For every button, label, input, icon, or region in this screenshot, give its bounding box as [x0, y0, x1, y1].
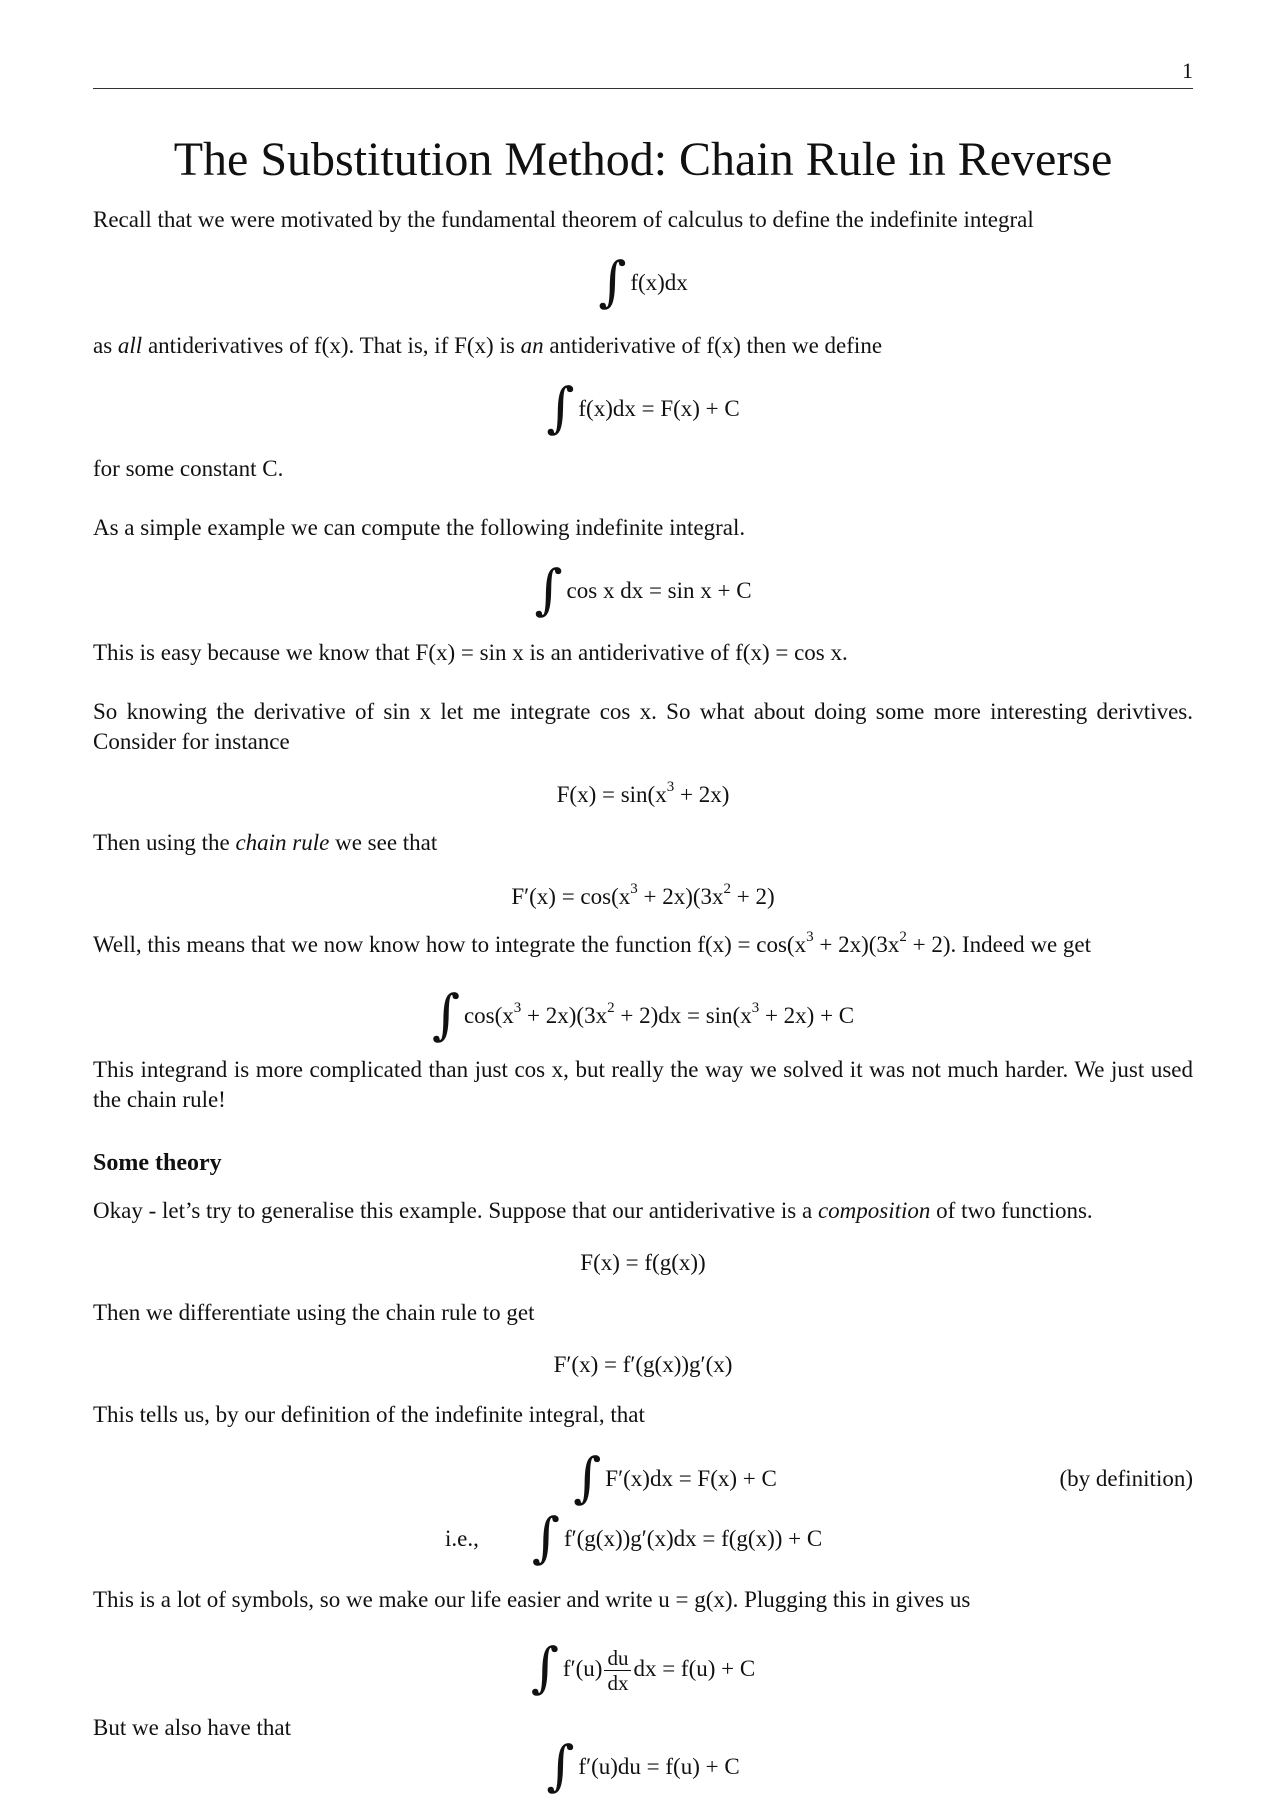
section-heading: Some theory	[93, 1150, 222, 1176]
equation-12: ∫ f′(u)du = f(u) + C	[546, 1734, 740, 1797]
equation-1: ∫ f(x)dx	[598, 250, 688, 313]
paragraph-12: This tells us, by our definition of the indefinite integral, that	[93, 1402, 645, 1427]
paragraph-1: Recall that we were motivated by the fundamental theorem of calculus to define the indefinite integral	[93, 207, 1034, 232]
paragraph-10: Okay - let’s try to generalise this example. Suppose that our antiderivative is a composition of two functions.	[93, 1198, 1093, 1223]
paragraph-7: Then using the chain rule we see that	[93, 830, 438, 855]
paragraph-4: As a simple example we can compute the following indefinite integral.	[93, 515, 746, 540]
page-number: 1	[1182, 58, 1193, 83]
document-page	[93, 0, 1193, 1811]
equation-2: ∫ f(x)dx = F(x) + C	[546, 376, 740, 439]
equation-11: ∫ f′(u) $\frac{du}{dx}$ dx = f(u) + C	[530, 1635, 756, 1699]
paragraph-14: But we also have that	[93, 1715, 292, 1740]
paragraph-11: Then we differentiate using the chain rule to get	[93, 1300, 535, 1325]
equation-10-label: i.e.,	[445, 1526, 479, 1551]
integral-sign: ∫	[530, 1635, 559, 1699]
header-rule	[93, 88, 1193, 89]
equation-10: ∫ f′(g(x))g′(x)dx = f(g(x)) + C	[531, 1506, 823, 1569]
paragraph-6: So knowing the derivative of sin x let me integrate cos x. So what about doing some more interesting derivtives. Consider for instance	[93, 699, 1193, 754]
equation-9: ∫ F′(x)dx = F(x) + C	[573, 1446, 777, 1509]
equation-5: $F'(x) = \cos(x^3 + 2x)(3x^2 + 2)$	[511, 881, 775, 909]
equation-3: ∫ cos x dx = sin x + C	[534, 558, 752, 621]
equation-8: F′(x) = f′(g(x))g′(x)	[553, 1352, 733, 1377]
equation-4: $F(x) = \sin(x^3 + 2x)$	[556, 779, 730, 807]
paragraph-8: Well, this means that we now know how to integrate the function $f(x) = \cos(x^3 + 2x)(3x^2 + 2)$. Indeed we get	[93, 929, 1092, 957]
integral-sign: ∫	[531, 1506, 560, 1569]
integral-sign: ∫	[573, 1446, 602, 1509]
document-title: The Substitution Method: Chain Rule in Reverse	[173, 133, 1113, 186]
paragraph-5: This is easy because we know that F(x) = sin x is an antiderivative of f(x) = cos x.	[93, 640, 848, 665]
integral-sign: ∫	[546, 1734, 575, 1797]
integral-sign: ∫	[546, 376, 575, 439]
fraction-du-dx: $\frac{du}{dx}$	[604, 1646, 631, 1695]
paragraph-3: for some constant C.	[93, 456, 284, 481]
integral-sign: ∫	[598, 250, 627, 313]
integral-sign: ∫	[431, 983, 460, 1046]
paragraph-13: This is a lot of symbols, so we make our life easier and write u = g(x). Plugging this in gives us	[93, 1587, 971, 1612]
equation-6: ∫ $\cos(x^3 + 2x)(3x^2 + 2)dx = \sin(x^3 + 2x) + C$	[431, 983, 855, 1046]
paragraph-9: This integrand is more complicated than just cos x, but really the way we solved it was not much harder. We just used the chain rule!	[93, 1057, 1193, 1112]
equation-7: F(x) = f(g(x))	[580, 1250, 706, 1275]
equation-9-tag: (by definition)	[1059, 1466, 1193, 1491]
integral-sign: ∫	[534, 558, 563, 621]
paragraph-2: as all antiderivatives of f(x). That is, if F(x) is an antiderivative of f(x) then we define	[93, 333, 883, 358]
